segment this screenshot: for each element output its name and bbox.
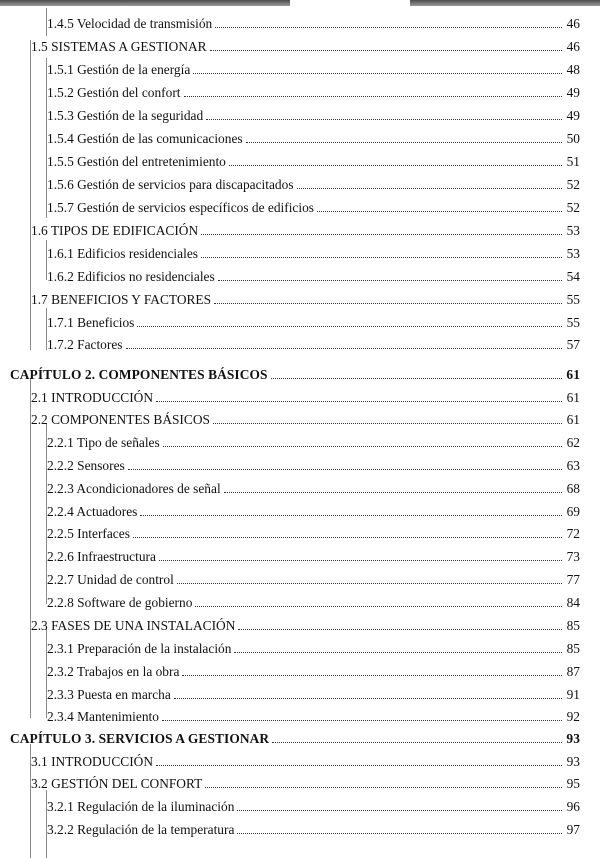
toc-entry-page: 51 xyxy=(566,154,580,169)
toc-entry-page: 73 xyxy=(566,549,580,564)
toc-entry-title: 1.7.2 Factores xyxy=(47,337,123,352)
dot-leader xyxy=(214,303,562,304)
toc-entry-page: 61 xyxy=(566,367,580,382)
toc-entry[interactable] xyxy=(47,545,580,565)
dot-leader xyxy=(206,119,562,120)
dot-leader xyxy=(137,326,562,327)
toc-entry[interactable] xyxy=(47,58,580,78)
toc-entry[interactable] xyxy=(31,288,580,308)
toc-entry-page: 69 xyxy=(566,504,580,519)
toc-entry-title: 1.4.5 Velocidad de transmisión xyxy=(47,16,213,31)
toc-chapter-entry[interactable] xyxy=(10,363,580,383)
toc-entry[interactable] xyxy=(47,81,580,101)
toc-entry[interactable] xyxy=(47,705,580,725)
toc-chapter-entry[interactable] xyxy=(10,727,580,747)
toc-entry[interactable] xyxy=(47,477,580,497)
dot-leader xyxy=(140,515,562,516)
toc-entry-title: 1.5.1 Gestión de la energía xyxy=(47,62,191,77)
toc-entry[interactable] xyxy=(47,431,580,451)
toc-entry-page: 52 xyxy=(566,200,580,215)
toc-entry-page: 72 xyxy=(566,526,580,541)
toc-entry[interactable] xyxy=(31,750,580,770)
dot-leader xyxy=(210,50,562,51)
dot-leader xyxy=(224,492,562,493)
toc-entry-page: 91 xyxy=(566,687,580,702)
toc-entry-page: 96 xyxy=(566,799,580,814)
dot-leader xyxy=(193,73,562,74)
dot-leader xyxy=(271,378,562,379)
toc-entry[interactable] xyxy=(47,127,580,147)
toc-entry-page: 93 xyxy=(566,731,580,746)
toc-entry[interactable] xyxy=(47,242,580,262)
toc-entry-title: 2.2.3 Acondicionadores de señal xyxy=(47,481,221,496)
toc-entry[interactable] xyxy=(31,386,580,406)
toc-entry-page: 68 xyxy=(566,481,580,496)
toc-entry-page: 97 xyxy=(566,822,580,837)
toc-entry-page: 85 xyxy=(566,618,580,633)
toc-entry[interactable] xyxy=(47,12,580,32)
toc-entry-title: 1.5.3 Gestión de la seguridad xyxy=(47,108,204,123)
toc-entry-page: 55 xyxy=(566,315,580,330)
toc-entry-page: 57 xyxy=(566,337,580,352)
dot-leader xyxy=(177,583,562,584)
toc-entry-title: 2.2.8 Software de gobierno xyxy=(47,595,193,610)
toc-entry-title: 2.2.4 Actuadores xyxy=(47,504,138,519)
dot-leader xyxy=(237,810,562,811)
dot-leader xyxy=(163,446,562,447)
toc-entry-title: 1.5.5 Gestión del entretenimiento xyxy=(47,154,226,169)
toc-entry-title: 2.3.1 Preparación de la instalación xyxy=(47,641,232,656)
dot-leader xyxy=(272,742,562,743)
dot-leader xyxy=(234,652,562,653)
toc-entry[interactable] xyxy=(31,614,580,634)
toc-entry-page: 63 xyxy=(566,458,580,473)
toc-entry-title: 1.7.1 Beneficios xyxy=(47,315,135,330)
toc-entry-title: CAPÍTULO 2. COMPONENTES BÁSICOS xyxy=(10,367,268,382)
toc-entry-page: 85 xyxy=(566,641,580,656)
toc-entry-page: 77 xyxy=(566,572,580,587)
toc-entry[interactable] xyxy=(47,173,580,193)
toc-entry[interactable] xyxy=(47,660,580,680)
toc-entry-title: 2.2.7 Unidad de control xyxy=(47,572,174,587)
toc-entry[interactable] xyxy=(47,591,580,611)
dot-leader xyxy=(133,537,562,538)
toc-entry-title: 2.2.2 Sensores xyxy=(47,458,125,473)
tree-line xyxy=(30,378,31,718)
toc-entry-title: 2.3.2 Trabajos en la obra xyxy=(47,664,180,679)
dot-leader xyxy=(246,142,562,143)
dot-leader xyxy=(229,165,562,166)
toc-entry-title: 3.1 INTRODUCCIÓN xyxy=(31,754,153,769)
page-top-edge xyxy=(0,0,600,6)
toc-entry-page: 49 xyxy=(566,108,580,123)
toc-entry-title: 2.2 COMPONENTES BÁSICOS xyxy=(31,412,210,427)
dot-leader xyxy=(317,211,562,212)
toc-entry[interactable] xyxy=(47,637,580,657)
toc-entry[interactable] xyxy=(47,104,580,124)
toc-entry-title: 1.5.6 Gestión de servicios para discapacitados xyxy=(47,177,294,192)
dot-leader xyxy=(213,423,562,424)
toc-entry-page: 93 xyxy=(566,754,580,769)
toc-entry-title: 3.2.2 Regulación de la temperatura xyxy=(47,822,235,837)
toc-entry-title: 2.1 INTRODUCCIÓN xyxy=(31,390,153,405)
toc-entry[interactable] xyxy=(47,500,580,520)
dot-leader xyxy=(156,401,562,402)
toc-entry[interactable] xyxy=(47,196,580,216)
dot-leader xyxy=(182,675,562,676)
toc-entry-title: 1.5.7 Gestión de servicios específicos de edificios xyxy=(47,200,314,215)
toc-entry-page: 92 xyxy=(566,709,580,724)
toc-entry-title: 3.2 GESTIÓN DEL CONFORT xyxy=(31,776,203,791)
toc-entry[interactable] xyxy=(47,818,580,838)
toc-entry[interactable] xyxy=(47,795,580,815)
toc-entry[interactable] xyxy=(47,522,580,542)
toc-entry[interactable] xyxy=(31,219,580,239)
dot-leader xyxy=(162,720,562,721)
toc-entry-title: 3.2.1 Regulación de la iluminación xyxy=(47,799,235,814)
toc-entry[interactable] xyxy=(47,683,580,703)
dot-leader xyxy=(237,833,562,834)
toc-entry-page: 95 xyxy=(566,776,580,791)
dot-leader xyxy=(215,27,562,28)
dot-leader xyxy=(205,787,562,788)
toc-entry-title: 1.6 TIPOS DE EDIFICACIÓN xyxy=(31,223,199,238)
toc-entry-page: 46 xyxy=(566,39,580,54)
dot-leader xyxy=(156,765,562,766)
toc-entry[interactable] xyxy=(47,568,580,588)
dot-leader xyxy=(126,348,563,349)
toc-entry-page: 55 xyxy=(566,292,580,307)
toc-entry-page: 53 xyxy=(566,223,580,238)
toc-entry-title: 2.3.3 Puesta en marcha xyxy=(47,687,171,702)
dot-leader xyxy=(218,280,562,281)
toc-entry-title: 2.3.4 Mantenimiento xyxy=(47,709,159,724)
toc-entry-title: 2.2.6 Infraestructura xyxy=(47,549,156,564)
toc-entry-page: 62 xyxy=(566,435,580,450)
dot-leader xyxy=(128,469,562,470)
toc-entry-page: 53 xyxy=(566,246,580,261)
toc-entry-title: 1.6.2 Edificios no residenciales xyxy=(47,269,215,284)
toc-entry-page: 50 xyxy=(566,131,580,146)
toc-entry-title: 1.6.1 Edificios residenciales xyxy=(47,246,198,261)
toc-entry-page: 61 xyxy=(566,390,580,405)
dot-leader xyxy=(201,257,562,258)
dot-leader xyxy=(195,606,562,607)
dot-leader xyxy=(297,188,562,189)
toc-entry[interactable] xyxy=(47,333,580,353)
toc-entry-page: 46 xyxy=(566,16,580,31)
toc-entry-title: 1.5.2 Gestión del confort xyxy=(47,85,181,100)
toc-entry[interactable] xyxy=(47,265,580,285)
dot-leader xyxy=(201,234,562,235)
toc-entry-title: 1.7 BENEFICIOS Y FACTORES xyxy=(31,292,212,307)
toc-entry-page: 87 xyxy=(566,664,580,679)
toc-entry-title: 2.3 FASES DE UNA INSTALACIÓN xyxy=(31,618,236,633)
toc-entry-title: 2.2.1 Tipo de señales xyxy=(47,435,160,450)
toc-entry-page: 61 xyxy=(566,412,580,427)
dot-leader xyxy=(159,560,562,561)
toc-entry-page: 52 xyxy=(566,177,580,192)
toc-entry-title: 2.2.5 Interfaces xyxy=(47,526,130,541)
dot-leader xyxy=(238,629,562,630)
toc-entry-title: CAPÍTULO 3. SERVICIOS A GESTIONAR xyxy=(10,731,270,746)
toc-entry-page: 84 xyxy=(566,595,580,610)
toc-entry-title: 1.5.4 Gestión de las comunicaciones xyxy=(47,131,243,146)
toc-entry[interactable] xyxy=(31,35,580,55)
toc-entry[interactable] xyxy=(47,454,580,474)
toc-entry[interactable] xyxy=(31,408,580,428)
toc-entry[interactable] xyxy=(47,311,580,331)
dot-leader xyxy=(184,96,562,97)
toc-entry[interactable] xyxy=(47,150,580,170)
toc-entry-page: 48 xyxy=(566,62,580,77)
toc-entry[interactable] xyxy=(31,772,580,792)
toc-entry-page: 49 xyxy=(566,85,580,100)
dot-leader xyxy=(174,698,562,699)
toc-entry-title: 1.5 SISTEMAS A GESTIONAR xyxy=(31,39,207,54)
toc-entry-page: 54 xyxy=(566,269,580,284)
